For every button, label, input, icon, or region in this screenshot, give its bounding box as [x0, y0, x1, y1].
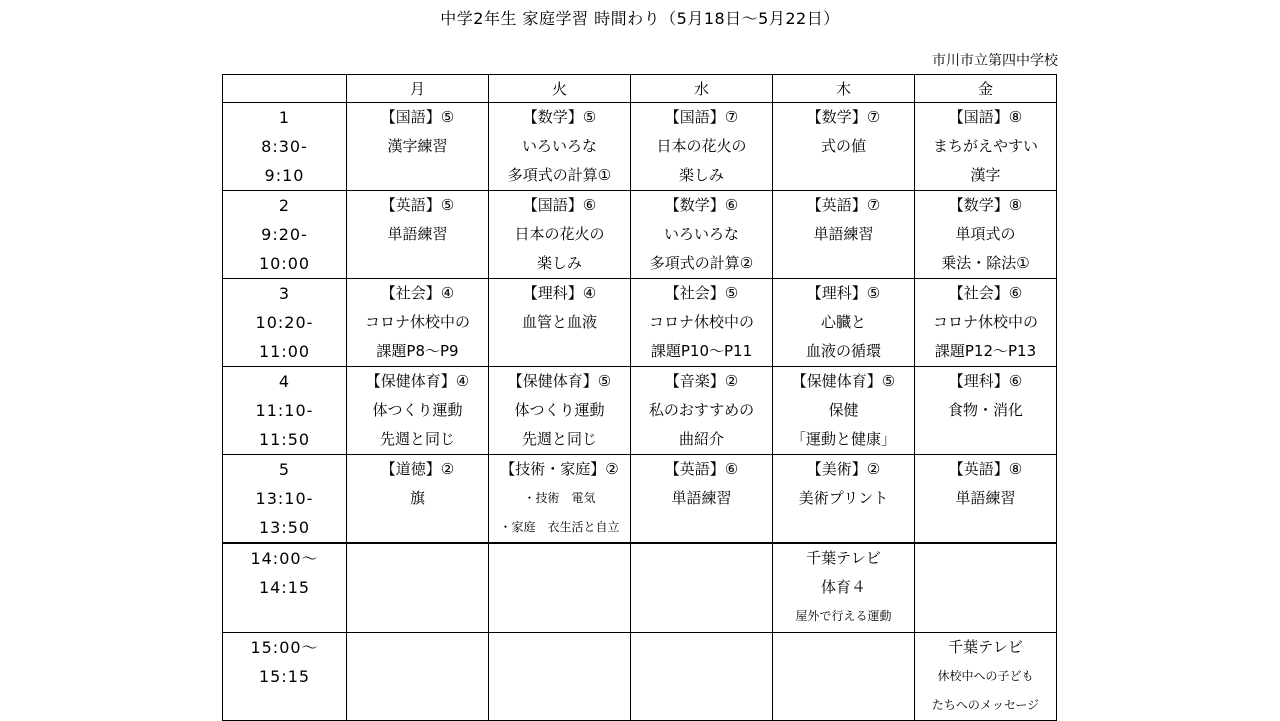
cell-line: 【数学】⑥: [664, 196, 739, 214]
cell-line: 【数学】⑦: [806, 108, 881, 126]
cell-line: 多項式の計算①: [507, 166, 612, 184]
cell-line: 【国語】⑧: [948, 108, 1023, 126]
cell-line: 保健: [828, 401, 859, 419]
cell-line: 【数学】⑧: [948, 196, 1023, 214]
lesson-cell-fri: [915, 455, 1057, 544]
cell-line: 単項式の: [955, 225, 1016, 243]
cell-line: 11:50: [258, 430, 311, 449]
cell-line: いろいろな: [663, 225, 739, 243]
cell-line: 【英語】⑦: [806, 196, 881, 214]
cell-line: コロナ休校中の: [364, 313, 470, 331]
cell-line: 漢字: [970, 166, 1001, 184]
cell-line: 【英語】⑧: [948, 460, 1023, 478]
day-header-mon: 月: [347, 75, 489, 103]
cell-line: 【数学】⑤: [522, 108, 597, 126]
day-header-tue: 火: [489, 75, 631, 103]
period-time-cell: [223, 367, 347, 455]
cell-line: 千葉テレビ: [948, 638, 1023, 656]
cell-line: 乗法・除法①: [941, 254, 1030, 272]
cell-line: 単語練習: [671, 489, 732, 507]
cell-line: 14:00～: [250, 549, 319, 568]
day-header-wed: 水: [631, 75, 773, 103]
lesson-cell-mon: [347, 191, 489, 279]
cell-line: 旗: [409, 489, 425, 507]
cell-line: 【国語】⑦: [664, 108, 739, 126]
lesson-cell-tue: [489, 543, 631, 633]
cell-line: 血液の循環: [805, 342, 881, 360]
corner-cell: [223, 75, 347, 103]
lesson-cell-thu: [773, 633, 915, 721]
lesson-cell-wed: [631, 455, 773, 544]
cell-line: 【理科】⑤: [806, 284, 881, 302]
cell-line: コロナ休校中の: [932, 313, 1038, 331]
lesson-cell-tue: [489, 455, 631, 544]
cell-line: 心臓と: [820, 313, 866, 331]
lesson-cell-tue: [489, 191, 631, 279]
cell-line: 15:00～: [250, 638, 319, 657]
period-row: [223, 367, 1057, 455]
cell-line: 休校中への子ども: [937, 669, 1034, 683]
cell-line: 美術プリント: [798, 489, 889, 507]
cell-line: 【理科】④: [522, 284, 597, 302]
cell-line: 体つくり運動: [514, 401, 605, 419]
lesson-cell-thu: [773, 543, 915, 633]
period-time-cell: [223, 191, 347, 279]
cell-line: 単語練習: [387, 225, 448, 243]
cell-line: 千葉テレビ: [806, 549, 881, 567]
broadcast-time-cell: [223, 633, 347, 721]
cell-line: 10:20-: [255, 313, 314, 332]
lesson-cell-mon: [347, 455, 489, 544]
lesson-cell-wed: [631, 191, 773, 279]
cell-line: 「運動と健康」: [790, 430, 896, 448]
cell-line: 先週と同じ: [521, 430, 597, 448]
cell-line: 日本の花火の: [656, 137, 747, 155]
cell-line: 課題P12～P13: [934, 342, 1037, 360]
cell-line: 【社会】④: [380, 284, 455, 302]
cell-line: ・家庭 衣生活と自立: [499, 520, 620, 534]
period-row: [223, 103, 1057, 191]
cell-line: 楽しみ: [536, 254, 582, 272]
cell-line: 屋外で行える運動: [795, 609, 892, 623]
cell-line: 【国語】⑤: [380, 108, 455, 126]
cell-line: コロナ休校中の: [648, 313, 754, 331]
period-time-cell: [223, 455, 347, 544]
timetable: [222, 74, 1057, 721]
period-time-cell: [223, 279, 347, 367]
cell-line: 【英語】⑤: [380, 196, 455, 214]
period-row: [223, 455, 1057, 544]
lesson-cell-mon: [347, 367, 489, 455]
lesson-cell-fri: [915, 279, 1057, 367]
day-header-row: [223, 75, 1057, 103]
cell-line: 9:10: [264, 166, 305, 185]
cell-line: 2: [278, 196, 291, 215]
period-time-cell: [223, 103, 347, 191]
period-row: [223, 191, 1057, 279]
lesson-cell-wed: [631, 367, 773, 455]
day-header-thu: 木: [773, 75, 915, 103]
broadcast-row: [223, 543, 1057, 633]
lesson-cell-mon: [347, 543, 489, 633]
cell-line: 漢字練習: [387, 137, 448, 155]
cell-line: 11:10-: [255, 401, 314, 420]
cell-line: 【美術】②: [806, 460, 881, 478]
broadcast-time-cell: [223, 543, 347, 633]
cell-line: 【技術・家庭】②: [500, 460, 619, 478]
lesson-cell-thu: [773, 103, 915, 191]
lesson-cell-thu: [773, 191, 915, 279]
cell-line: 【社会】⑤: [664, 284, 739, 302]
cell-line: 食物・消化: [947, 401, 1023, 419]
cell-line: 日本の花火の: [514, 225, 605, 243]
lesson-cell-fri: [915, 103, 1057, 191]
lesson-cell-tue: [489, 279, 631, 367]
period-row: [223, 279, 1057, 367]
lesson-cell-fri: [915, 633, 1057, 721]
cell-line: 3: [278, 284, 291, 303]
day-header-fri: 金: [915, 75, 1057, 103]
cell-line: 8:30-: [261, 137, 308, 156]
broadcast-row: [223, 633, 1057, 721]
cell-line: 【社会】⑥: [948, 284, 1023, 302]
lesson-cell-mon: [347, 103, 489, 191]
lesson-cell-tue: [489, 367, 631, 455]
lesson-cell-fri: [915, 191, 1057, 279]
cell-line: 私のおすすめの: [648, 401, 755, 419]
cell-line: 式の値: [820, 137, 866, 155]
cell-line: 13:10-: [255, 489, 314, 508]
cell-line: 【理科】⑥: [948, 372, 1023, 390]
cell-line: 15:15: [258, 667, 311, 686]
cell-line: 11:00: [258, 342, 311, 361]
cell-line: 【保健体育】⑤: [791, 372, 896, 390]
lesson-cell-thu: [773, 279, 915, 367]
cell-line: 9:20-: [261, 225, 308, 244]
lesson-cell-thu: [773, 367, 915, 455]
cell-line: 体育４: [820, 578, 866, 596]
lesson-cell-tue: [489, 633, 631, 721]
cell-line: いろいろな: [521, 137, 597, 155]
cell-line: 【保健体育】④: [365, 372, 470, 390]
lesson-cell-wed: [631, 103, 773, 191]
cell-line: 4: [278, 372, 291, 391]
school-name: 市川市立第四中学校: [932, 53, 1058, 69]
cell-line: 課題P10～P11: [650, 342, 753, 360]
cell-line: 課題P8～P9: [376, 342, 459, 360]
cell-line: 1: [278, 108, 291, 127]
lesson-cell-fri: [915, 543, 1057, 633]
cell-line: 14:15: [258, 578, 311, 597]
cell-line: 10:00: [258, 254, 311, 273]
lesson-cell-mon: [347, 633, 489, 721]
cell-line: 【道徳】②: [380, 460, 455, 478]
cell-line: 13:50: [258, 518, 311, 537]
cell-line: 多項式の計算②: [649, 254, 754, 272]
lesson-cell-wed: [631, 279, 773, 367]
cell-line: 【国語】⑥: [522, 196, 597, 214]
cell-line: まちがえやすい: [932, 137, 1038, 155]
cell-line: 血管と血液: [521, 313, 597, 331]
lesson-cell-mon: [347, 279, 489, 367]
lesson-cell-tue: [489, 103, 631, 191]
page-title: 中学2年生 家庭学習 時間わり（5月18日～5月22日）: [440, 9, 840, 28]
cell-line: 楽しみ: [678, 166, 724, 184]
cell-line: 単語練習: [955, 489, 1016, 507]
cell-line: 曲紹介: [678, 430, 724, 448]
cell-line: たちへのメッセージ: [931, 698, 1040, 712]
cell-line: 先週と同じ: [379, 430, 455, 448]
cell-line: 単語練習: [813, 225, 874, 243]
cell-line: 体つくり運動: [372, 401, 463, 419]
lesson-cell-thu: [773, 455, 915, 544]
cell-line: 【保健体育】⑤: [507, 372, 612, 390]
cell-line: 【音楽】②: [664, 372, 739, 390]
lesson-cell-wed: [631, 543, 773, 633]
lesson-cell-wed: [631, 633, 773, 721]
cell-line: 5: [278, 460, 291, 479]
cell-line: 【英語】⑥: [664, 460, 739, 478]
lesson-cell-fri: [915, 367, 1057, 455]
cell-line: ・技術 電気: [523, 491, 596, 505]
